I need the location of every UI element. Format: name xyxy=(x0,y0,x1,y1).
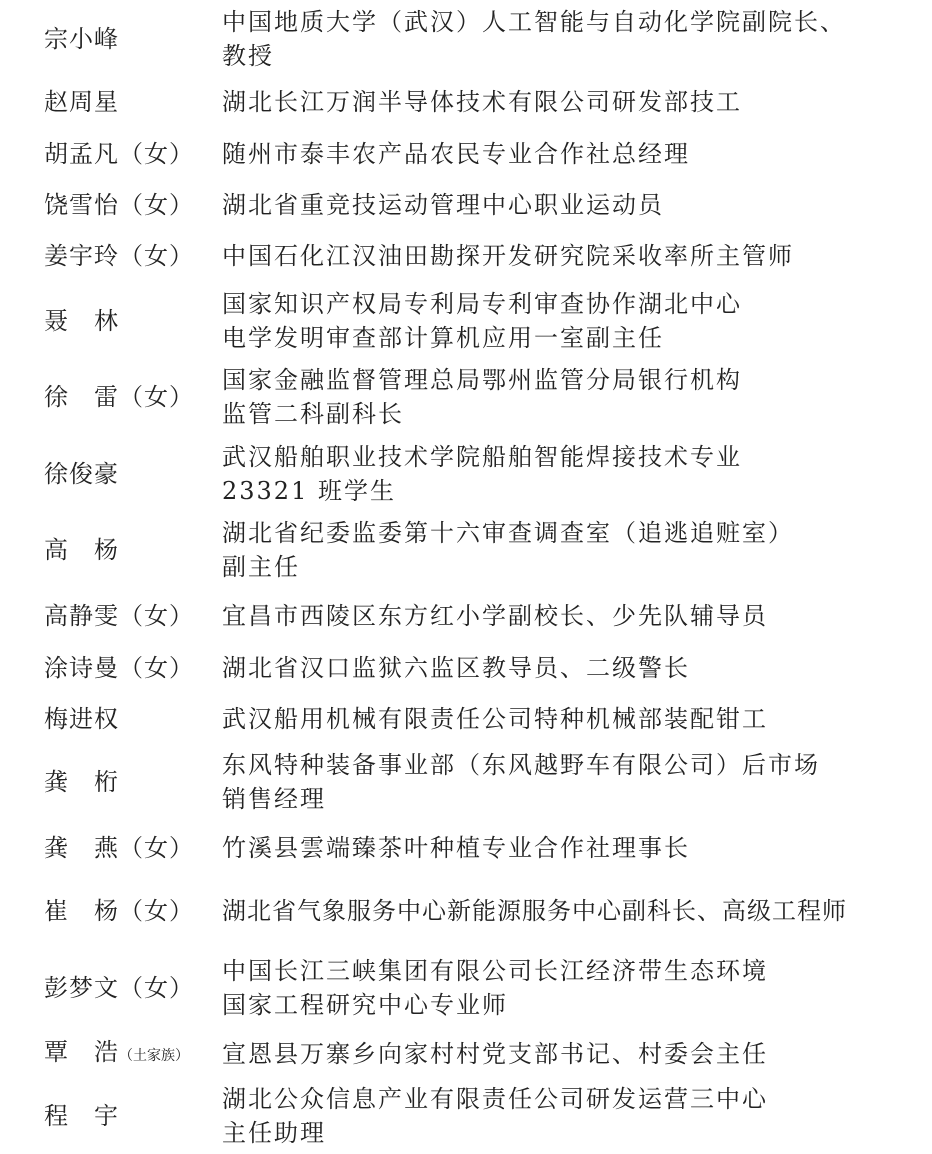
person-position: 武汉船用机械有限责任公司特种机械部装配钳工 xyxy=(222,705,768,733)
list-item xyxy=(0,954,932,1022)
person-name: 覃 浩（土家族） xyxy=(44,1038,189,1066)
person-position: 中国长江三峡集团有限公司长江经济带生态环境 国家工程研究中心专业师 xyxy=(222,957,768,1019)
person-name: 徐俊豪 xyxy=(44,460,119,488)
list-item xyxy=(0,440,932,508)
person-name: 高 杨 xyxy=(44,536,119,564)
list-item xyxy=(0,363,932,431)
person-name: 胡孟凡（女） xyxy=(44,140,194,168)
person-name: 彭梦文（女） xyxy=(44,974,194,1002)
list-item xyxy=(0,287,932,355)
person-name: 崔 杨（女） xyxy=(44,897,194,925)
person-position: 湖北长江万润半导体技术有限公司研发部技工 xyxy=(222,88,742,116)
person-position: 中国地质大学（武汉）人工智能与自动化学院副院长、 教授 xyxy=(222,8,846,70)
person-position: 国家金融监督管理总局鄂州监管分局银行机构 监管二科副科长 xyxy=(222,366,742,428)
list-item xyxy=(0,187,932,223)
person-name: 徐 雷（女） xyxy=(44,383,194,411)
list-item xyxy=(0,893,932,929)
person-name: 龚 燕（女） xyxy=(44,834,194,862)
list-item xyxy=(0,748,932,816)
person-position: 湖北省气象服务中心新能源服务中心副科长、高级工程师 xyxy=(222,897,847,925)
person-name: 宗小峰 xyxy=(44,25,119,53)
person-position: 宜昌市西陵区东方红小学副校长、少先队辅导员 xyxy=(222,602,768,630)
person-position: 随州市泰丰农产品农民专业合作社总经理 xyxy=(222,140,690,168)
person-name: 龚 桁 xyxy=(44,768,119,796)
person-position: 湖北省纪委监委第十六审查调查室（追逃追赃室） 副主任 xyxy=(222,519,794,581)
person-name: 程 宇 xyxy=(44,1102,119,1130)
person-position: 中国石化江汉油田勘探开发研究院采收率所主管师 xyxy=(222,242,794,270)
person-name: 高静雯（女） xyxy=(44,602,194,630)
list-item xyxy=(0,701,932,737)
person-position: 国家知识产权局专利局专利审查协作湖北中心 电学发明审查部计算机应用一室副主任 xyxy=(222,290,742,352)
person-position: 宣恩县万寨乡向家村村党支部书记、村委会主任 xyxy=(222,1040,768,1068)
person-name: 涂诗曼（女） xyxy=(44,654,194,682)
list-item xyxy=(0,84,932,120)
list-item xyxy=(0,238,932,274)
person-position: 湖北省汉口监狱六监区教导员、二级警长 xyxy=(222,654,690,682)
person-name: 聂 林 xyxy=(44,307,119,335)
person-position: 武汉船舶职业技术学院船舶智能焊接技术专业 23321 班学生 xyxy=(222,443,742,505)
person-name: 赵周星 xyxy=(44,88,119,116)
person-position: 竹溪县雲端臻茶叶种植专业合作社理事长 xyxy=(222,834,690,862)
person-position: 湖北公众信息产业有限责任公司研发运营三中心 主任助理 xyxy=(222,1085,768,1147)
list-item xyxy=(0,5,932,73)
list-item xyxy=(0,516,932,584)
person-position: 东风特种装备事业部（东风越野车有限公司）后市场 销售经理 xyxy=(222,751,820,813)
person-name: 梅进权 xyxy=(44,705,119,733)
list-item xyxy=(0,136,932,172)
ethnicity-note: （土家族） xyxy=(119,1048,189,1064)
person-name: 姜宇玲（女） xyxy=(44,242,194,270)
list-item xyxy=(0,1036,932,1072)
list-item xyxy=(0,598,932,634)
list-item xyxy=(0,650,932,686)
person-name: 饶雪怡（女） xyxy=(44,191,194,219)
list-item xyxy=(0,1082,932,1150)
list-item xyxy=(0,830,932,866)
person-position: 湖北省重竞技运动管理中心职业运动员 xyxy=(222,191,664,219)
